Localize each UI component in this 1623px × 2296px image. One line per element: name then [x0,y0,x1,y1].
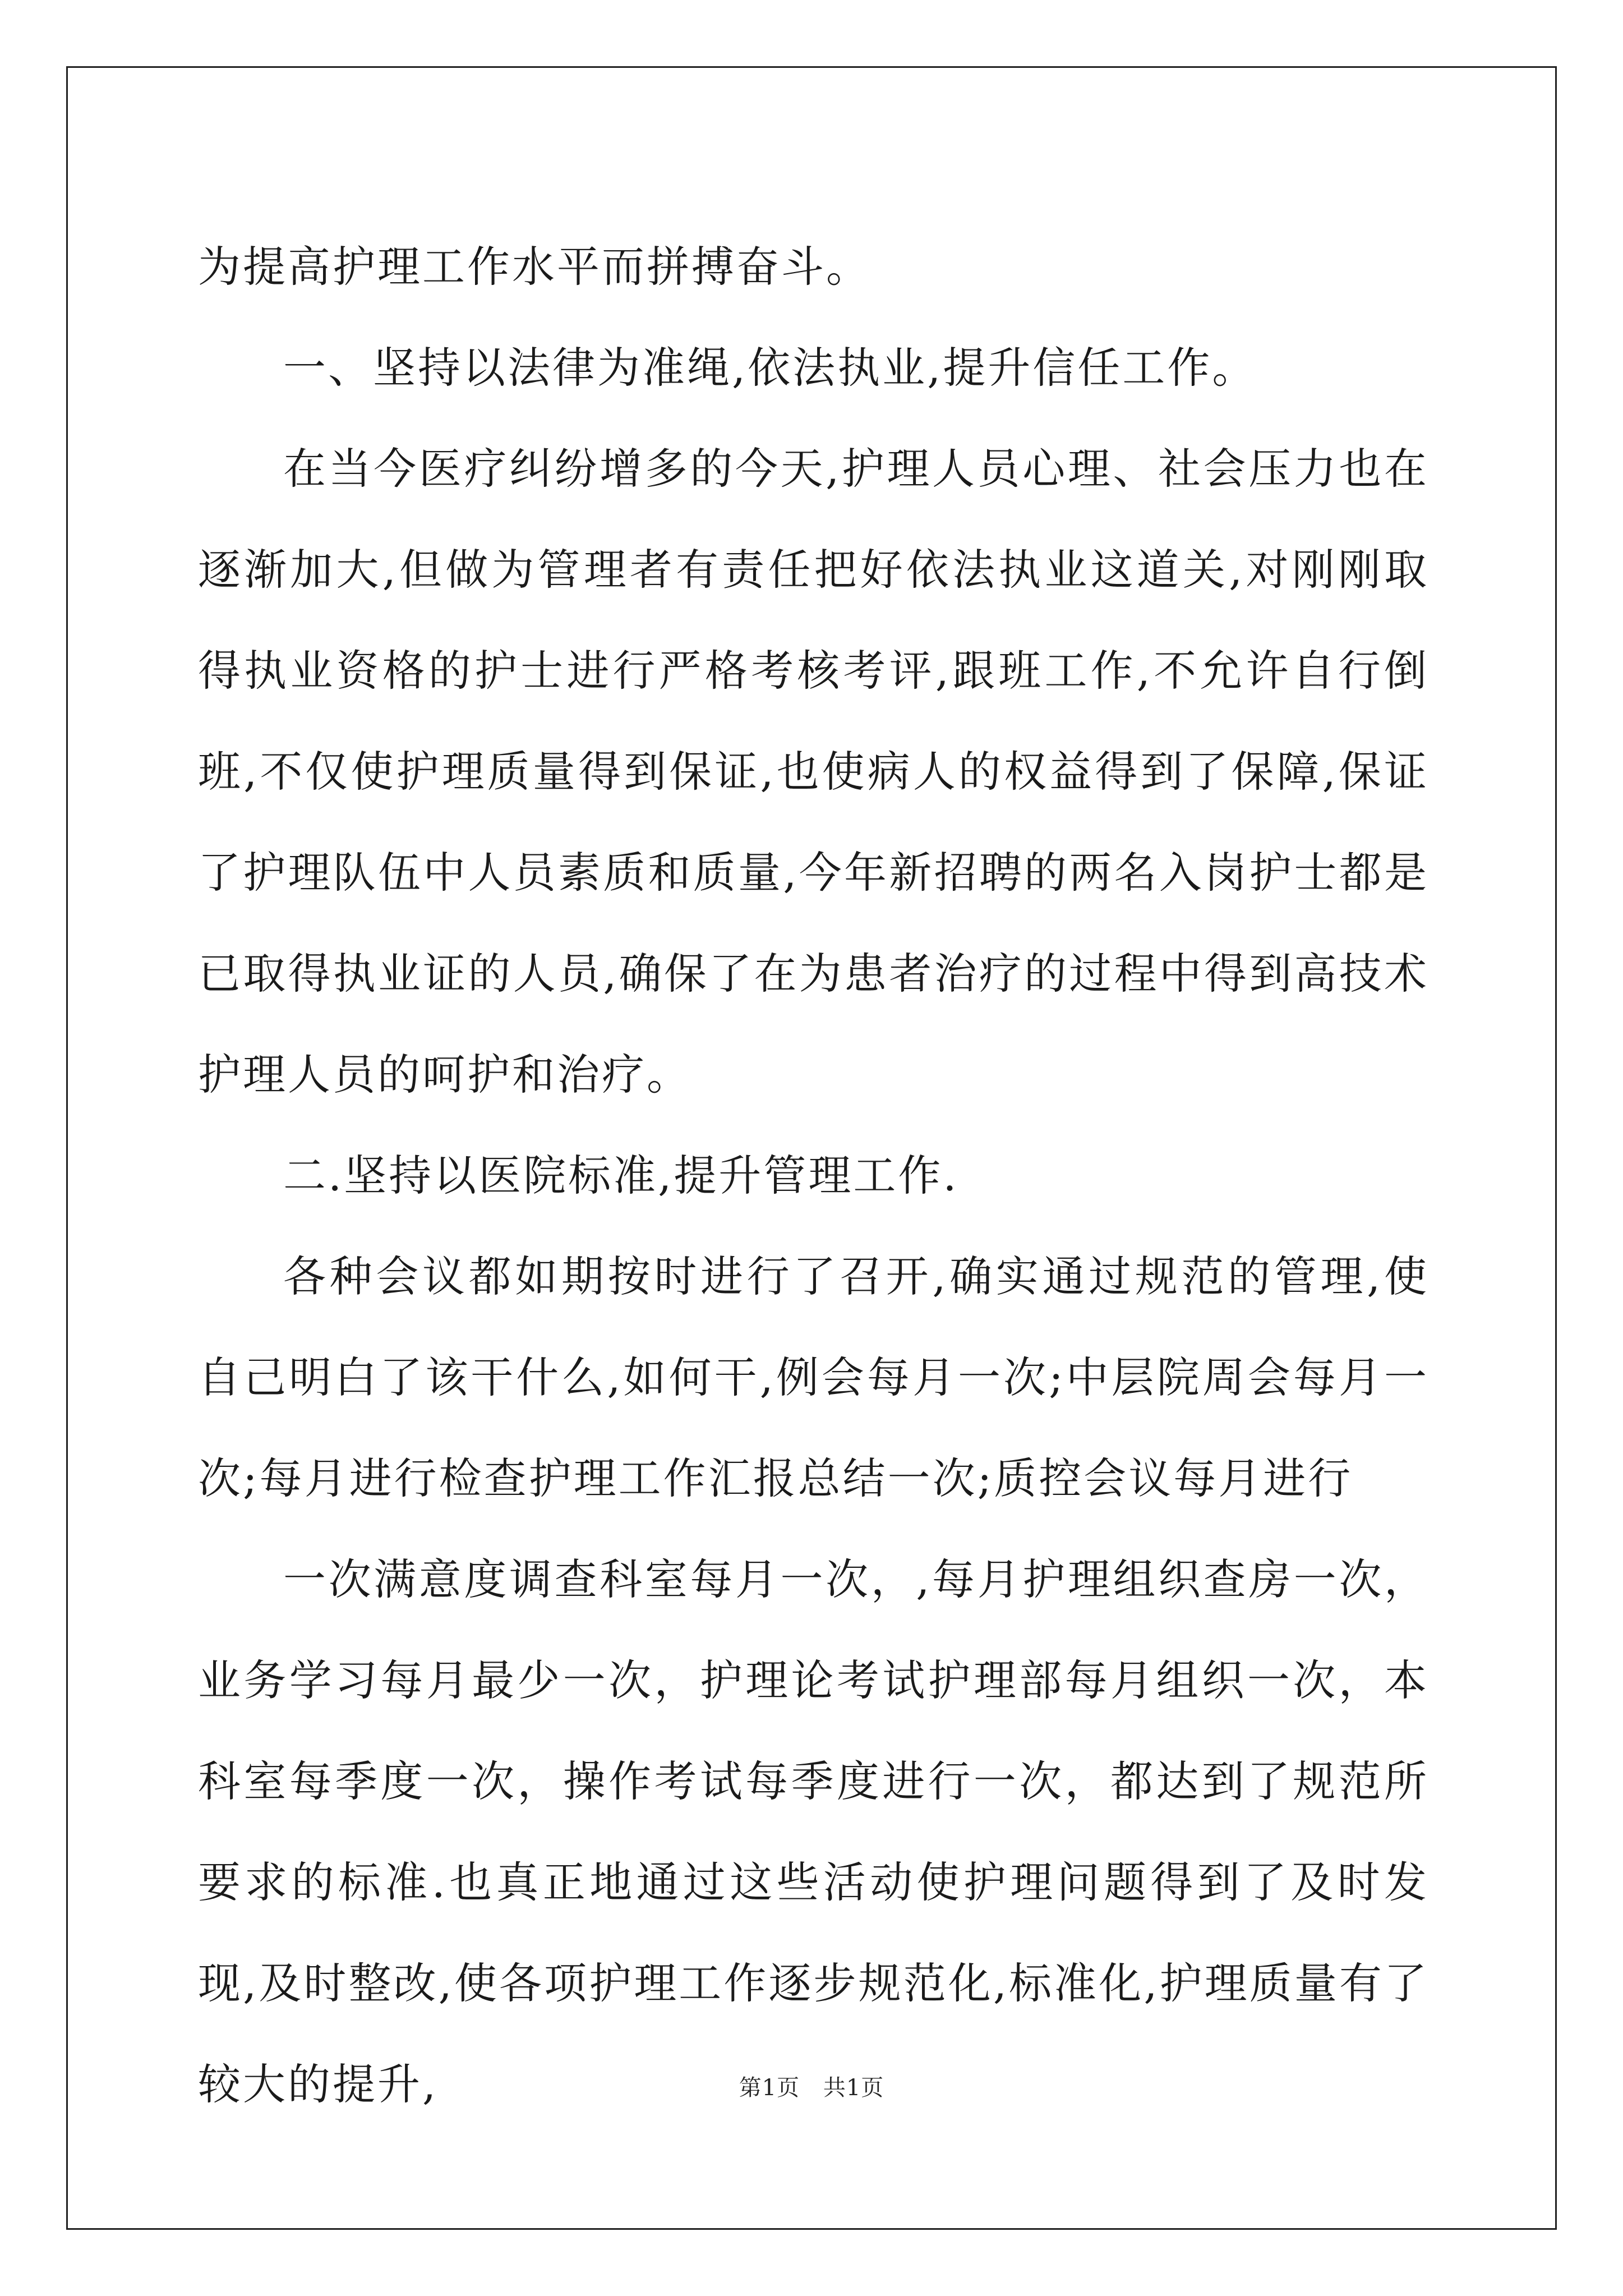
document-body [198,217,1429,2135]
paragraph: 在当今医疗纠纷增多的今天,护理人员心理、社会压力也在逐渐加大,但做为管理者有责任把好依法执业这道关,对刚刚取得执业资格的护士进行严格考核考评,跟班工作,不允许自行倒班,不仅使护理质量得到保证,也使病人的权益得到了保障,保证了护理队伍中人员素质和质量,今年新招聘的两名入岗护士都是已取得执业证的人员,确保了在为患者治疗的过程中得到高技术护理人员的呵护和治疗。 [198,444,1429,1099]
paragraph: 一次满意度调查科室每月一次，,每月护理组织查房一次，业务学习每月最少一次，护理论考试护理部每月组织一次，本科室每季度一次，操作考试每季度进行一次，都达到了规范所要求的标准.也真正地通过这些活动使护理问题得到了及时发现,及时整改,使各项护理工作逐步规范化,标准化,护理质量有了较大的提升, [198,1554,1429,2109]
page-total: 共1页 [823,2075,884,2101]
paragraph: 各种会议都如期按时进行了召开,确实通过规范的管理,使自己明白了该干什么,如何干,例会每月一次;中层院周会每月一次;每月进行检查护理工作汇报总结一次;质控会议每月进行 [198,1251,1429,1503]
paragraph: 为提高护理工作水平而拼搏奋斗。 [198,242,871,292]
page-footer [0,2070,1623,2102]
page-number: 第1页 [739,2075,800,2101]
paragraph: 一、坚持以法律为准绳,依法执业,提升信任工作。 [283,343,1257,393]
paragraph: 二.坚持以医院标准,提升管理工作. [283,1151,959,1200]
